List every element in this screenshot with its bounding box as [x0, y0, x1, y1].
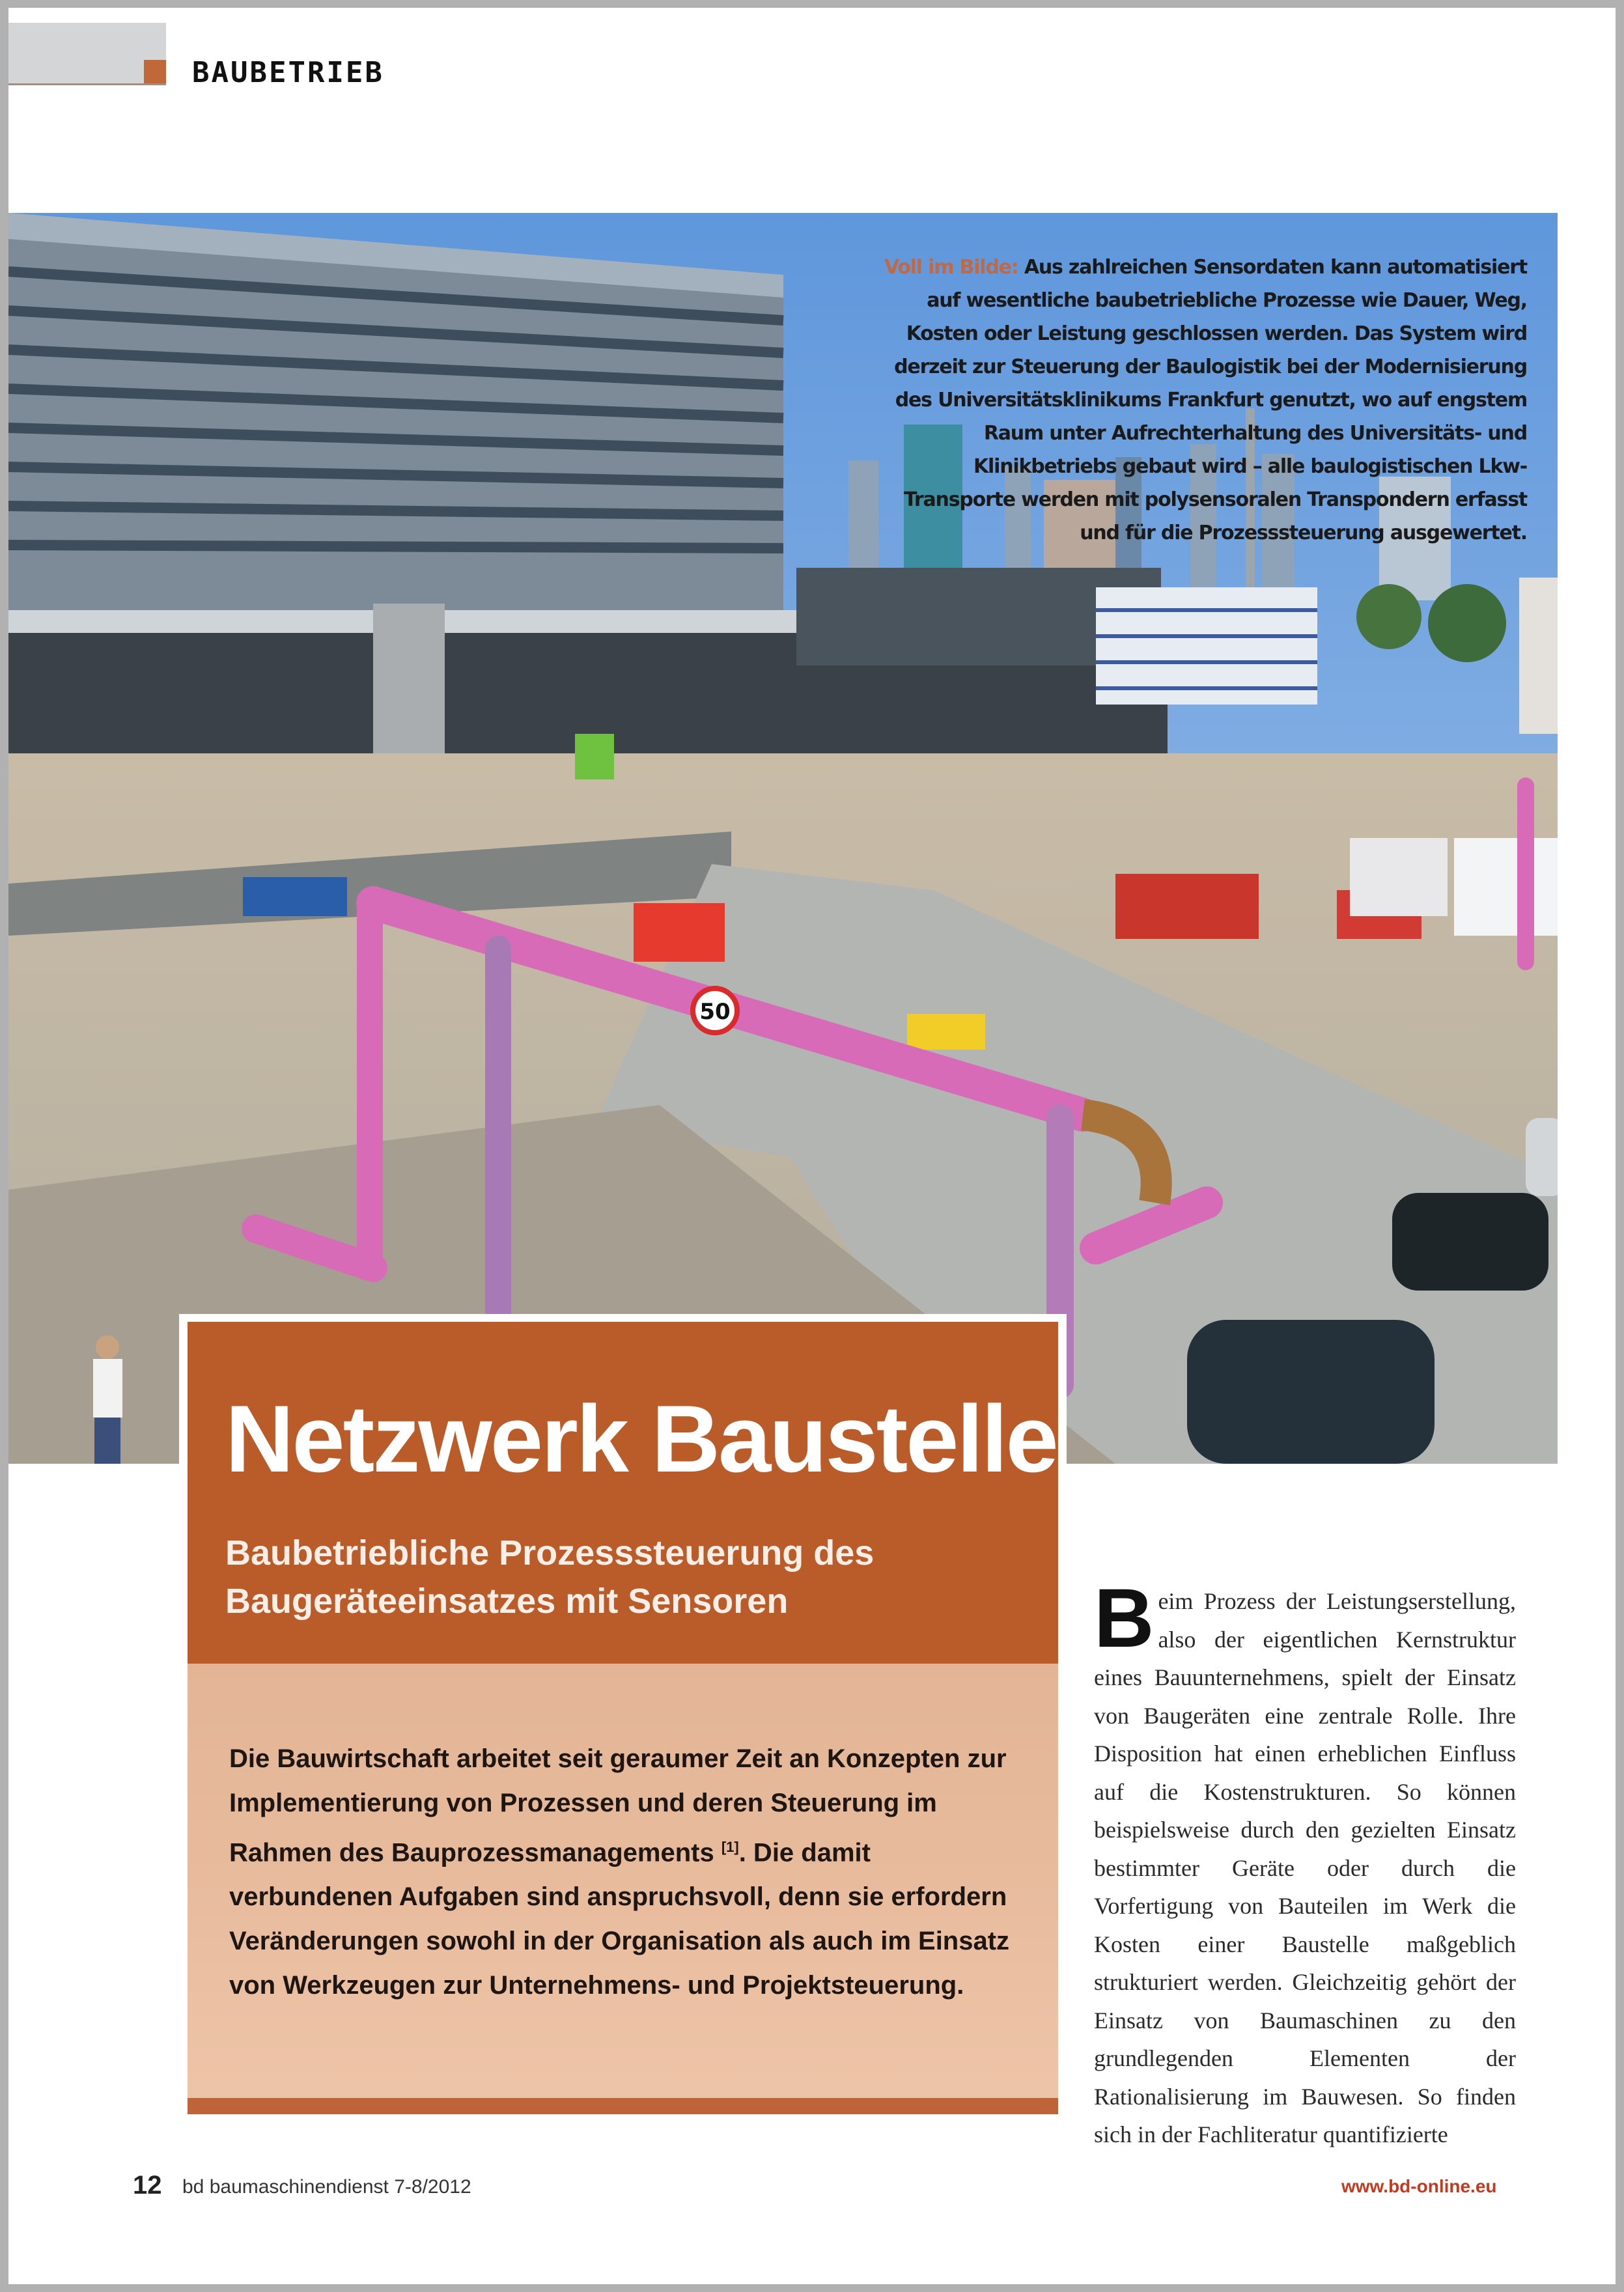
lead-text-main: Die Bauwirtschaft arbeitet seit geraumer Zeit an Konzepten zur Implementierung von Prozessen und deren Steuerung im Rahmen des Bauprozessmanagements — [229, 1744, 1007, 1867]
photo-caption — [876, 251, 1527, 550]
speed-limit-value: 50 — [699, 999, 731, 1025]
website-link[interactable]: www.bd-online.eu — [1341, 2176, 1497, 2196]
header-accent-square — [144, 60, 166, 83]
body-column — [1094, 1572, 1516, 2154]
speed-limit-sign — [693, 988, 737, 1033]
construction-site-photo — [8, 213, 1558, 1464]
title-box — [179, 1314, 1067, 2125]
section-label: BAUBETRIEB — [192, 56, 384, 89]
article-lead — [229, 1737, 1017, 2007]
magazine-page — [8, 8, 1616, 2284]
article-subtitle: Baubetriebliche Prozesssteuerung des Baugeräteeinsatzes mit Sensoren — [225, 1533, 875, 1621]
header-gray-block — [8, 23, 166, 85]
article-title: Netzwerk Baustelle — [225, 1386, 1057, 1492]
reference-marker: [1] — [721, 1839, 739, 1855]
body-text: eim Prozess der Leistungserstellung, also der eigentlichen Kernstruktur eines Bauunternehmens, spielt der Einsatz von Baugeräten eine zentrale Rolle. Ihre Disposition hat einen erheblichen Einfluss auf die Kostenstrukturen. So können beispielsweise durch den gezielten Einsatz bestimmter Geräte oder durch die Vorfertigung von Bauteilen im Werk die Kosten einer Baustelle maßgeblich strukturiert werden. Gleichzeitig gehört der Einsatz von Baumaschinen zu den grundlegenden Elementen der Rationalisierung im Bauwesen. So finden sich in der Fachliteratur quantifizierte — [1094, 1588, 1516, 2147]
caption-lead: Voll im Bilde: — [884, 256, 1018, 279]
page-number: 12 — [133, 2171, 162, 2200]
title-box-bottom-bar — [188, 2098, 1058, 2114]
lead-text-rest: . Die damit verbundenen Aufgaben sind anspruchsvoll, denn sie erfordern Veränderungen sowohl in der Organisation als auch im Einsatz von Werkzeugen zur Unternehmens- und Projektsteuerung. — [229, 1838, 1010, 2000]
magazine-issue: bd baumaschinendienst 7-8/2012 — [182, 2176, 471, 2198]
drop-cap: B — [1094, 1572, 1155, 1665]
title-header-panel — [188, 1322, 1058, 1664]
caption-text: Aus zahlreichen Sensordaten kann automatisiert auf wesentliche baubetriebliche Prozesse wie Dauer, Weg, Kosten oder Leistung geschlossen werden. Das System wird derzeit zur Steuerung der Baulogistik bei der Modernisierung des Universitätsklinikums Frankfurt genutzt, wo auf engstem Raum unter Aufrechterhaltung des Universitäts- und Klinikbetriebs gebaut wird – alle baulogistischen Lkw-Transporte werden mit polysensoralen Transpondern erfasst und für die Prozesssteuerung ausgewertet. — [894, 256, 1527, 544]
lead-panel — [188, 1664, 1058, 2098]
